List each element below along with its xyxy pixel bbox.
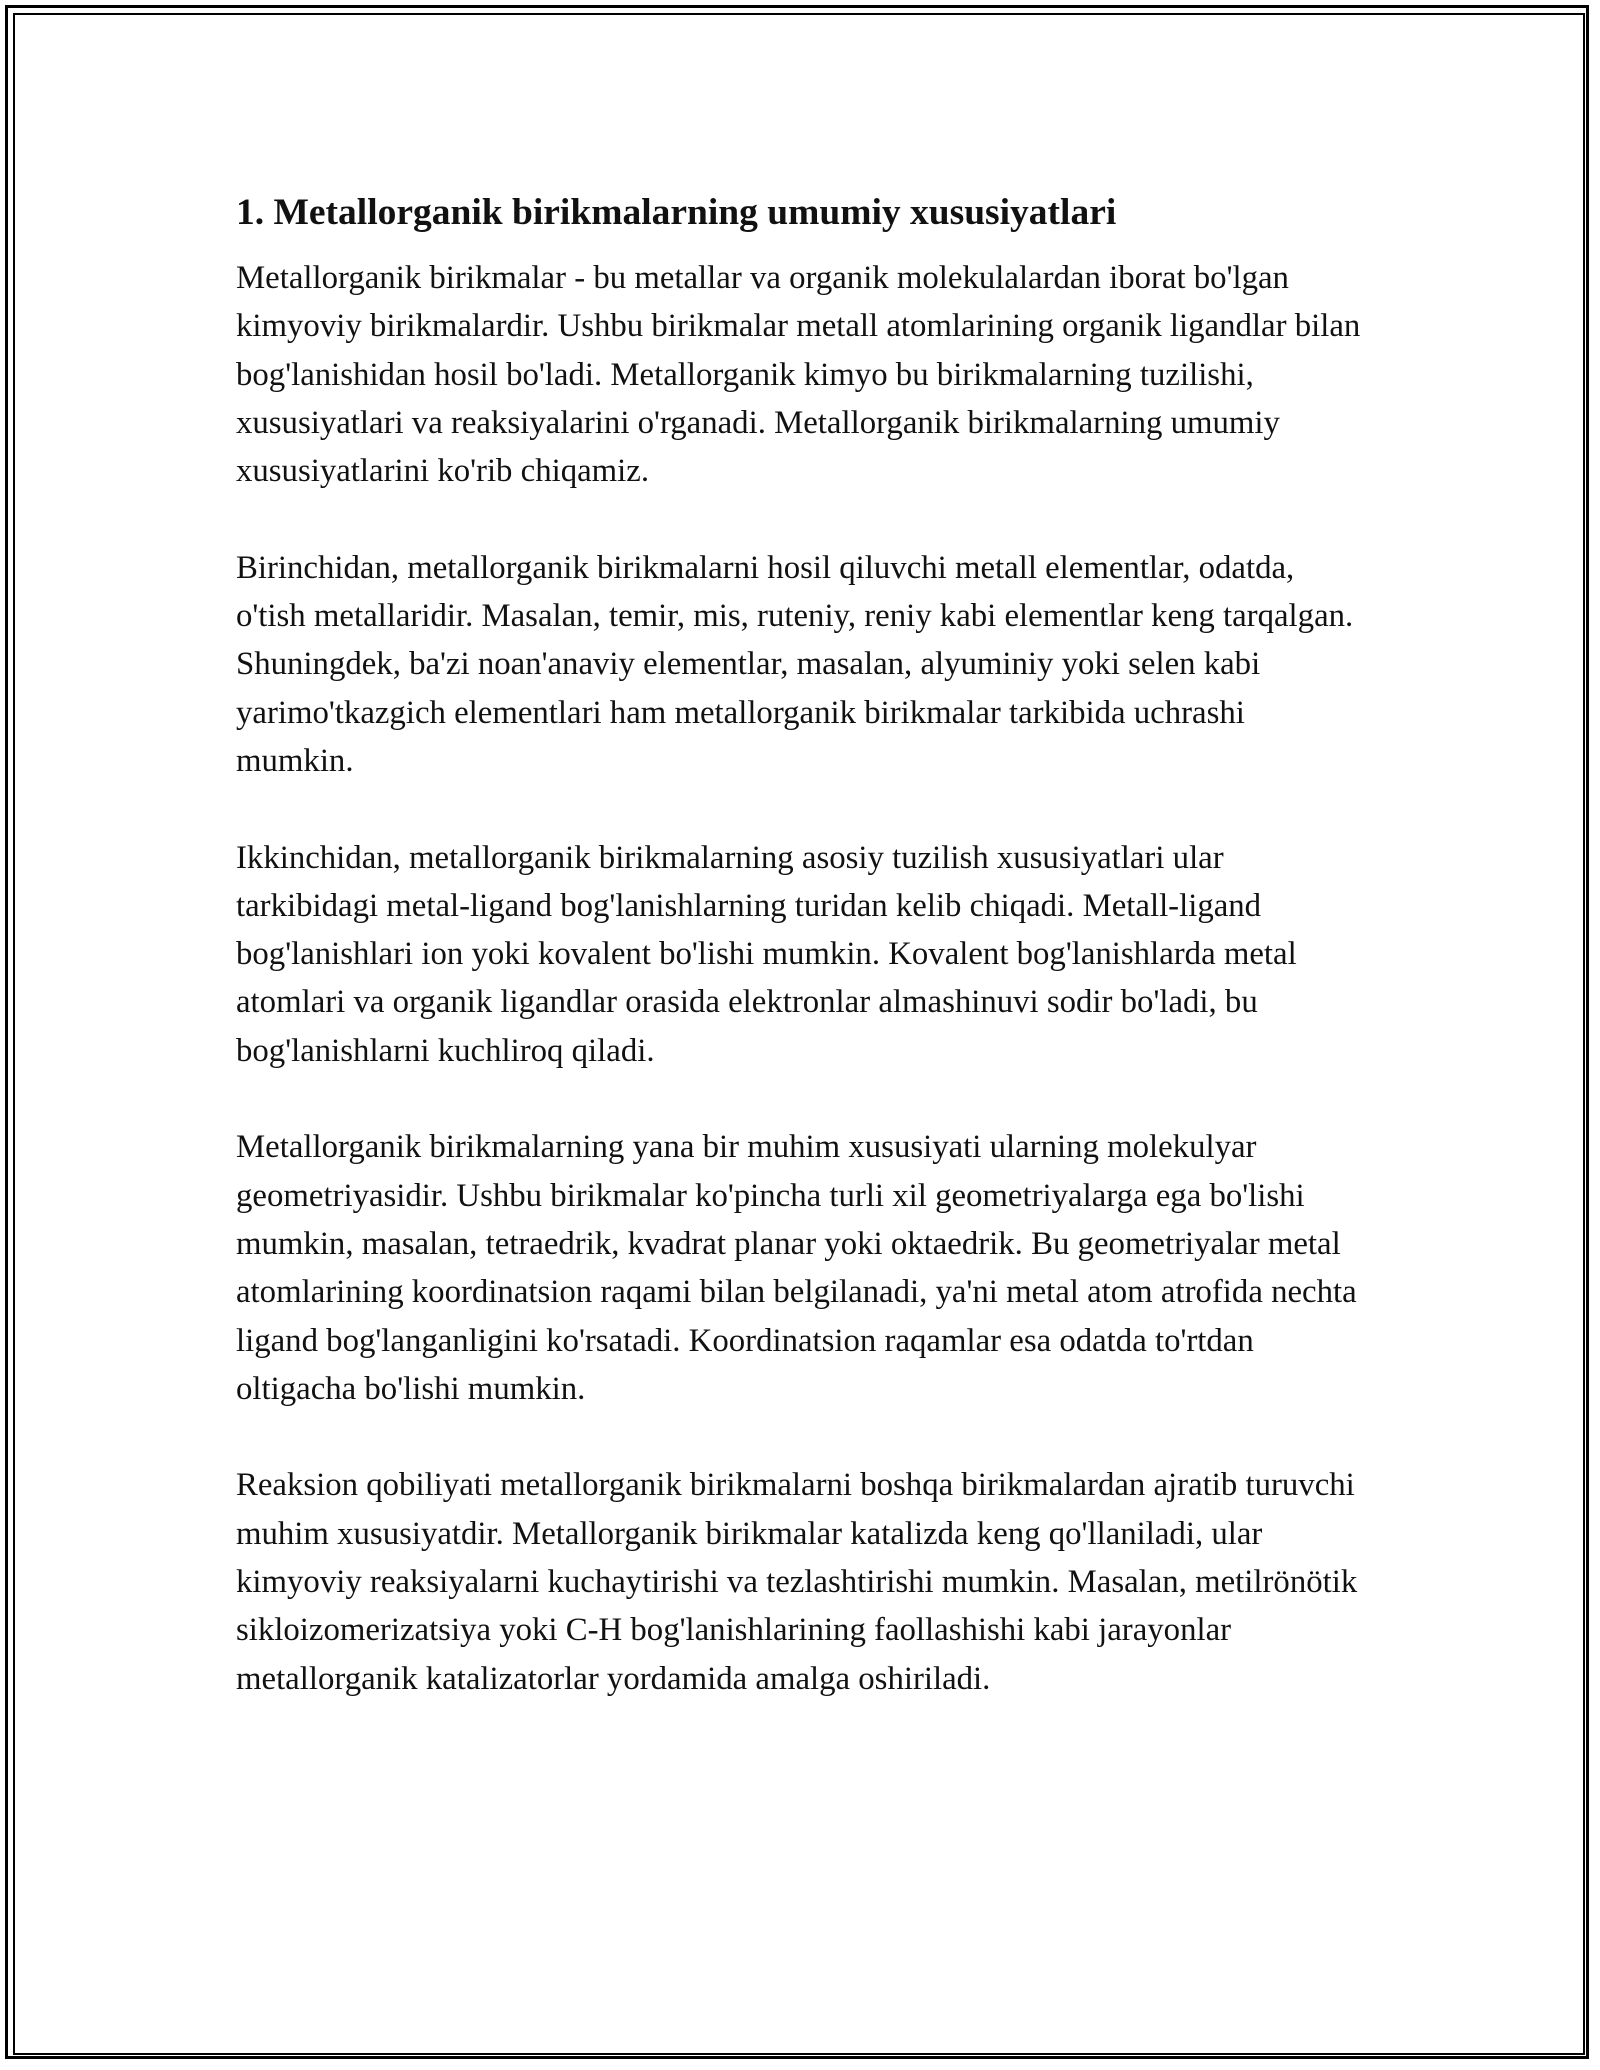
paragraph-geometry: Metallorganik birikmalarning yana bir muhim xususiyati ularning molekulyar geometriyasidir. Ushbu birikmalar ko'pincha turli xil geometriyalarga ega bo'lishi mumkin, masalan, tetraedrik, kvadrat planar yoki oktaedrik. Bu geometriyalar metal atomlarining koordinatsion raqami bilan belgilanadi, ya'ni metal atom atrofida nechta ligand bog'langanligini ko'rsatadi. Koordinatsion raqamlar esa odatda to'rtdan oltigacha bo'lishi mumkin. — [236, 1129, 1357, 1407]
section-heading: 1. Metallorganik birikmalarning umumiy xususiyatlari — [236, 192, 1117, 233]
paragraph-reactivity: Reaksion qobiliyati metallorganik birikmalarni boshqa birikmalardan ajratib turuvchi muhim xususiyatdir. Metallorganik birikmalar katalizda keng qo'llaniladi, ular kimyoviy reaksiyalarni kuchaytirishi va tezlashtirishi mumkin. Masalan, metilrönötik sikloizomerizatsiya yoki C-H bog'lanishlarining faollashishi kabi jarayonlar metallorganik katalizatorlar yordamida amalga oshiriladi. — [236, 1467, 1358, 1697]
paragraph-metal-elements: Birinchidan, metallorganik birikmalarni hosil qiluvchi metall elementlar, odatda, o'tish metallaridir. Masalan, temir, mis, ruteniy, reniy kabi elementlar keng tarqalgan. Shuningdek, ba'zi noan'anaviy elementlar, masalan, alyuminiy yoki selen kabi yarimo'tkazgich elementlari ham metallorganik birikmalar tarkibida uchrashi mumkin. — [236, 549, 1354, 779]
paragraph-intro: Metallorganik birikmalar - bu metallar va organik molekulalardan iborat bo'lgan kimyoviy birikmalardir. Ushbu birikmalar metall atomlarining organik ligandlar bilan bog'lanishidan hosil bo'ladi. Metallorganik kimyo bu birikmalarning tuzilishi, xususiyatlari va reaksiyalarini o'rganadi. Metallorganik birikmalarning umumiy xususiyatlarini ko'rib chiqamiz. — [236, 260, 1361, 490]
paragraph-bonding: Ikkinchidan, metallorganik birikmalarning asosiy tuzilish xususiyatlari ular tarkibidagi metal-ligand bog'lanishlarning turidan kelib chiqadi. Metall-ligand bog'lanishlari ion yoki kovalent bo'lishi mumkin. Kovalent bog'lanishlarda metal atomlari va organik ligandlar orasida elektronlar almashinuvi sodir bo'ladi, bu bog'lanishlarni kuchliroq qiladi. — [236, 839, 1297, 1069]
document-body — [236, 186, 1366, 1751]
